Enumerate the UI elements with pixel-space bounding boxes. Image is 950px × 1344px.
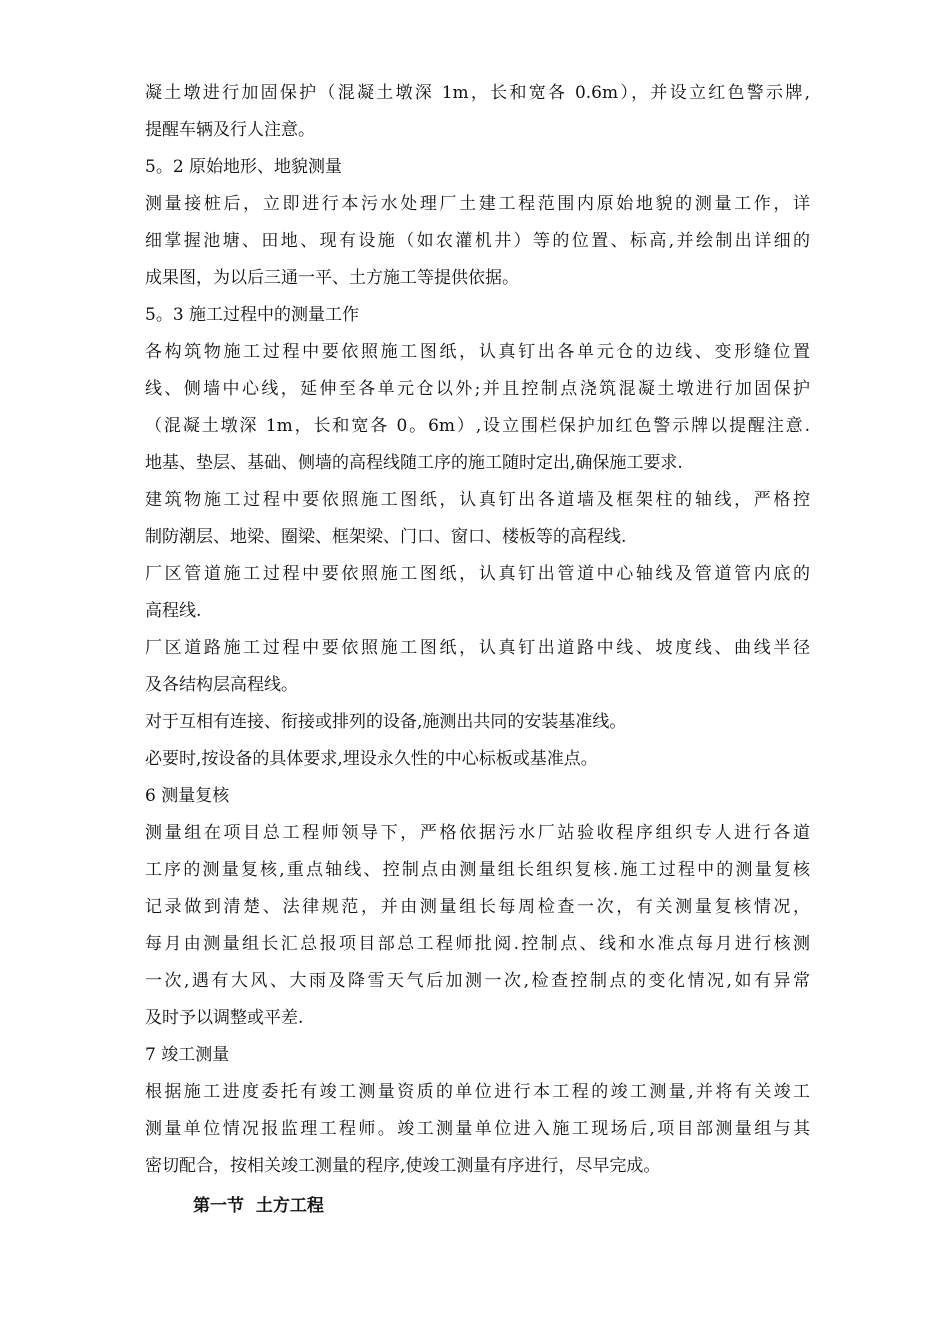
text-line: 各构筑物施工过程中要依照施工图纸，认真钉出各单元仓的边线、变形缝位置: [145, 342, 810, 362]
text-line: 厂区管道施工过程中要依照施工图纸，认真钉出管道中心轴线及管道管内底的: [145, 564, 810, 584]
text-line: 提醒车辆及行人注意。: [145, 120, 315, 140]
text-line: 6 测量复核: [145, 786, 230, 806]
text-line: 线、侧墙中心线，延伸至各单元仓以外;并且控制点浇筑混凝土墩进行加固保护: [145, 379, 810, 399]
text-line: 厂区道路施工过程中要依照施工图纸，认真钉出道路中线、坡度线、曲线半径: [145, 638, 810, 658]
text-line: 一次,遇有大风、大雨及降雪天气后加测一次,检查控制点的变化情况,如有异常: [145, 971, 810, 991]
text-line: 制防潮层、地梁、圈梁、框架梁、门口、窗口、楼板等的高程线.: [145, 527, 627, 547]
text-line: 凝土墩进行加固保护（混凝土墩深 1m，长和宽各 0.6m），并设立红色警示牌,: [145, 83, 810, 103]
text-line: 高程线.: [145, 601, 202, 621]
text-line: 对于互相有连接、衔接或排列的设备,施测出共同的安装基准线。: [145, 712, 627, 732]
text-line: 5。3 施工过程中的测量工作: [145, 305, 360, 325]
text-line: 每月由测量组长汇总报项目部总工程师批阅.控制点、线和水准点每月进行核测: [145, 934, 810, 954]
text-line: 根据施工进度委托有竣工测量资质的单位进行本工程的竣工测量,并将有关竣工: [145, 1082, 810, 1102]
text-line: 7 竣工测量: [145, 1045, 230, 1065]
document-body: [145, 75, 810, 1185]
text-line: 测量组在项目总工程师领导下，严格依据污水厂站验收程序组织专人进行各道: [145, 823, 810, 843]
text-line: 测量接桩后，立即进行本污水处理厂土建工程范围内原始地貌的测量工作，详: [145, 194, 810, 214]
text-line: 及各结构层高程线。: [145, 675, 298, 695]
text-line: 5。2 原始地形、地貌测量: [145, 157, 343, 177]
text-line: 密切配合，按相关竣工测量的程序,使竣工测量有序进行，尽早完成。: [145, 1156, 661, 1176]
text-line: 必要时,按设备的具体要求,埋设永久性的中心标板或基准点。: [145, 749, 598, 769]
text-line: 细掌握池塘、田地、现有设施（如农灌机井）等的位置、标高,并绘制出详细的: [145, 231, 810, 251]
section-title: 第一节 土方工程: [193, 1196, 324, 1216]
text-line: 记录做到清楚、法律规范，并由测量组长每周检查一次，有关测量复核情况，: [145, 897, 810, 917]
text-line: 及时予以调整或平差.: [145, 1008, 304, 1028]
text-line: （混凝土墩深 1m，长和宽各 0。6m）,设立围栏保护加红色警示牌以提醒注意.: [145, 416, 810, 436]
text-line: 成果图，为以后三通一平、土方施工等提供依据。: [145, 268, 519, 288]
text-line: 地基、垫层、基础、侧墙的高程线随工序的施工随时定出,确保施工要求.: [145, 453, 683, 473]
text-line: 测量单位情况报监理工程师。竣工测量单位进入施工现场后,项目部测量组与其: [145, 1119, 810, 1139]
text-line: 工序的测量复核,重点轴线、控制点由测量组长组织复核.施工过程中的测量复核: [145, 860, 810, 880]
text-line: 建筑物施工过程中要依照施工图纸，认真钉出各道墙及框架柱的轴线，严格控: [145, 490, 810, 510]
